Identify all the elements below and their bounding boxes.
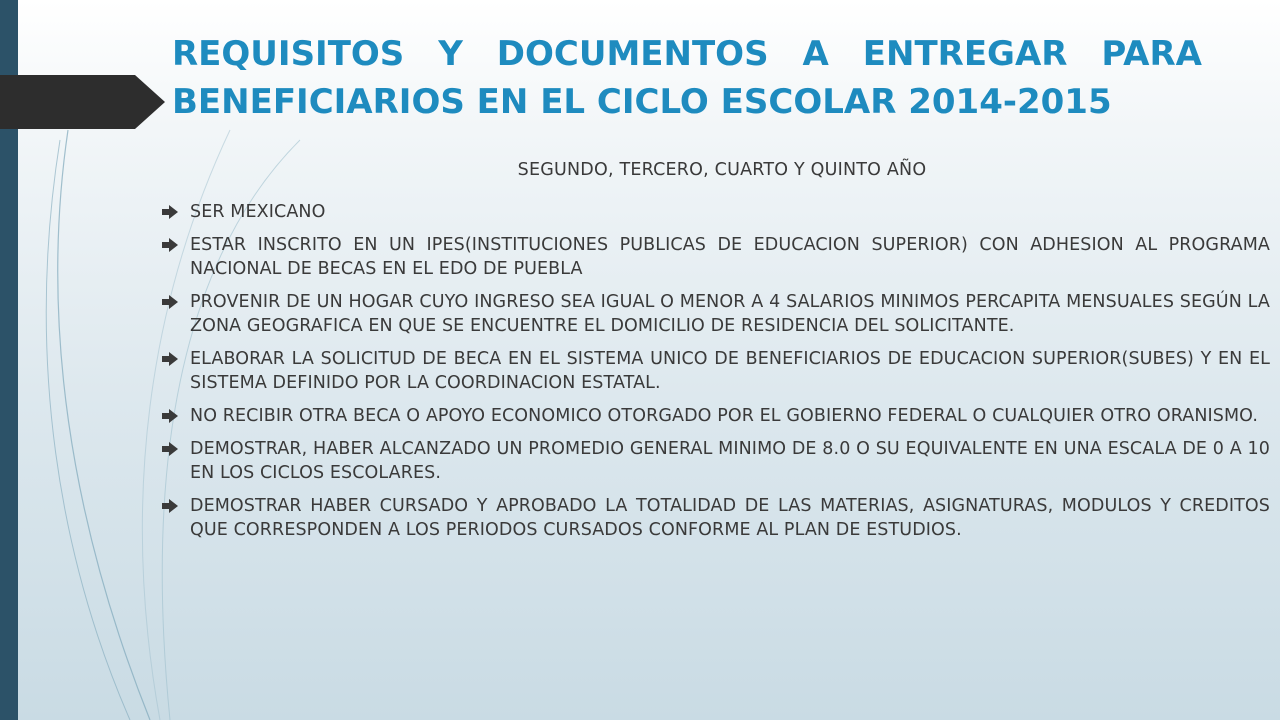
requirement-text: SER MEXICANO [190,202,326,222]
arrow-right-icon [162,409,178,423]
arrow-right-icon [162,442,178,456]
arrow-right-icon [162,499,178,513]
requirement-text: PROVENIR DE UN HOGAR CUYO INGRESO SEA IGUAL O MENOR A 4 SALARIOS MINIMOS PERCAPITA MENSUALES SEGÚN LA ZONA GEOGRAFICA EN QUE SE ENCUENTRE EL DOMICILIO DE RESIDENCIA DEL SOLICITANTE. [190,292,1270,336]
slide-subtitle: SEGUNDO, TERCERO, CUARTO Y QUINTO AÑO [517,160,927,180]
slide-title: REQUISITOS Y DOCUMENTOS A ENTREGAR PARA BENEFICIARIOS EN EL CICLO ESCOLAR 2014-2015 [172,34,1202,122]
title-marker-tab [0,75,165,129]
requirement-text: DEMOSTRAR HABER CURSADO Y APROBADO LA TOTALIDAD DE LAS MATERIAS, ASIGNATURAS, MODULOS Y CREDITOS QUE CORRESPONDEN A LOS PERIODOS CURSADOS CONFORME AL PLAN DE ESTUDIOS. [190,496,1270,540]
requirement-text: NO RECIBIR OTRA BECA O APOYO ECONOMICO OTORGADO POR EL GOBIERNO FEDERAL O CUALQUIER OTRO ORANISMO. [190,406,1259,426]
requirement-text: ESTAR INSCRITO EN UN IPES(INSTITUCIONES PUBLICAS DE EDUCACION SUPERIOR) CON ADHESION AL PROGRAMA NACIONAL DE BECAS EN EL EDO DE PUEBLA [190,235,1270,279]
list-item [158,404,1270,428]
list-item [158,437,1270,485]
list-item [158,233,1270,281]
requirement-text: DEMOSTRAR, HABER ALCANZADO UN PROMEDIO GENERAL MINIMO DE 8.0 O SU EQUIVALENTE EN UNA ESCALA DE 0 A 10 EN LOS CICLOS ESCOLARES. [190,439,1270,483]
arrow-right-icon [162,205,178,219]
requirements-list [158,200,1270,551]
list-item [158,290,1270,338]
requirement-text: ELABORAR LA SOLICITUD DE BECA EN EL SISTEMA UNICO DE BENEFICIARIOS DE EDUCACION SUPERIOR(SUBES) Y EN EL SISTEMA DEFINIDO POR LA COORDINACION ESTATAL. [190,349,1270,393]
arrow-right-icon [162,352,178,366]
list-item [158,347,1270,395]
arrow-right-icon [162,238,178,252]
list-item [158,200,1270,224]
arrow-right-icon [162,295,178,309]
list-item [158,494,1270,542]
